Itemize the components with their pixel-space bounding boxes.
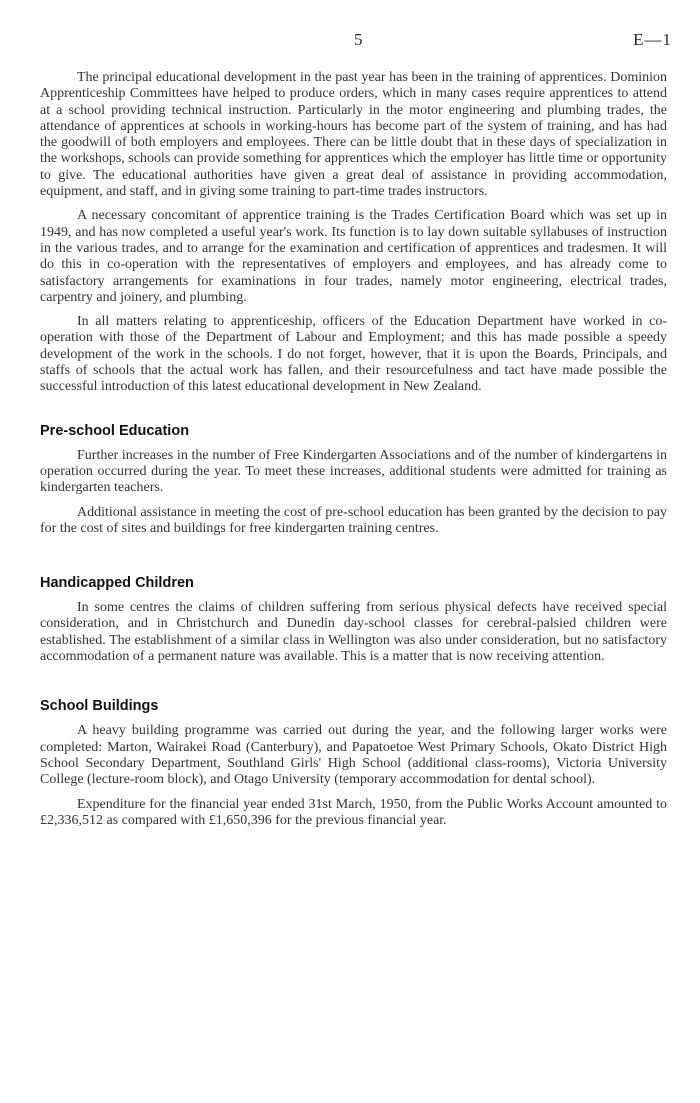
page-number: 5 [354,30,363,49]
preschool-section [40,423,667,537]
preschool-paragraph-2: Additional assistance in meeting the cost of pre-school education has been granted by the decision to pay for the cost of sites and buildings for free kindergarten training centres. [40,504,667,536]
buildings-heading: School Buildings [40,698,159,715]
page-header [0,30,700,50]
intro-paragraph-1: The principal educational development in the past year has been in the training of apprentices. Dominion Apprenticeship Committees have helped to produce orders, which in many cases require apprentices to attend at a school providing technical instruction. Particularly in the motor engineering and plumbing trades, the attendance of apprentices at schools in working-hours has become part of the system of training, and has had the goodwill of both employers and employees. There can be little doubt that in these days of specialization in the workshops, schools can provide something for apprentices which the employer has little time or opportunity to give. The educational authorities have given a great deal of assistance in providing accommodation, equipment, and staff, and in giving some training to part-time trades instructors. [40,70,667,200]
buildings-paragraph-1: A heavy building programme was carried out during the year, and the following larger works were completed: Marton, Wairakei Road (Canterbury), and Papatoetoe West Primary Schools, Okato District High School Secondary Department, Southland Girls' High School (additional class-rooms), Victoria University College (lecture-room block), and Otago University (temporary accommodation for dental school). [40,723,667,788]
handicapped-heading: Handicapped Children [40,575,194,592]
intro-paragraph-2: A necessary concomitant of apprentice training is the Trades Certification Board which was set up in 1949, and has now completed a useful year's work. Its function is to lay down suitable syllabuses of instruction in the various trades, and to arrange for the examination and certification of apprentices and tradesmen. It will do this in co-operation with the representatives of employers and employees, and has already come to satisfactory arrangements for examinations in four trades, namely motor engineering, electrical trades, carpentry and joinery, and plumbing. [40,208,667,305]
preschool-paragraph-1: Further increases in the number of Free Kindergarten Associations and of the number of kindergartens in operation occurred during the year. To meet these increases, additional students were admitted for training as kindergarten teachers. [40,447,667,496]
preschool-heading: Pre-school Education [40,422,190,439]
intro-section [40,70,667,396]
buildings-paragraph-2: Expenditure for the financial year ended 31st March, 1950, from the Public Works Account amounted to £2,336,512 as compared with £1,650,396 for the previous financial year. [40,796,667,828]
handicapped-paragraph-1: In some centres the claims of children suffering from serious physical defects have received special consideration, and in Christchurch and Dunedin day-school classes for cerebral-palsied children were established. The establishment of a similar class in Wellington was also under consideration, but no satisfactory accommodation of a permanent nature was available. This is a matter that is now receiving attention. [40,600,667,665]
handicapped-section [40,575,667,665]
buildings-section [40,698,667,829]
document-reference: E—1 [633,30,672,49]
page-body [40,70,667,829]
intro-paragraph-3: In all matters relating to apprenticeship, officers of the Education Department have worked in co-operation with those of the Department of Labour and Employment; and this has made possible a speedy development of the work in the schools. I do not forget, however, that it is upon the Boards, Principals, and staffs of schools that the actual work has fallen, and their resourcefulness and tact have made possible the successful introduction of this latest educational development in New Zealand. [40,314,667,395]
